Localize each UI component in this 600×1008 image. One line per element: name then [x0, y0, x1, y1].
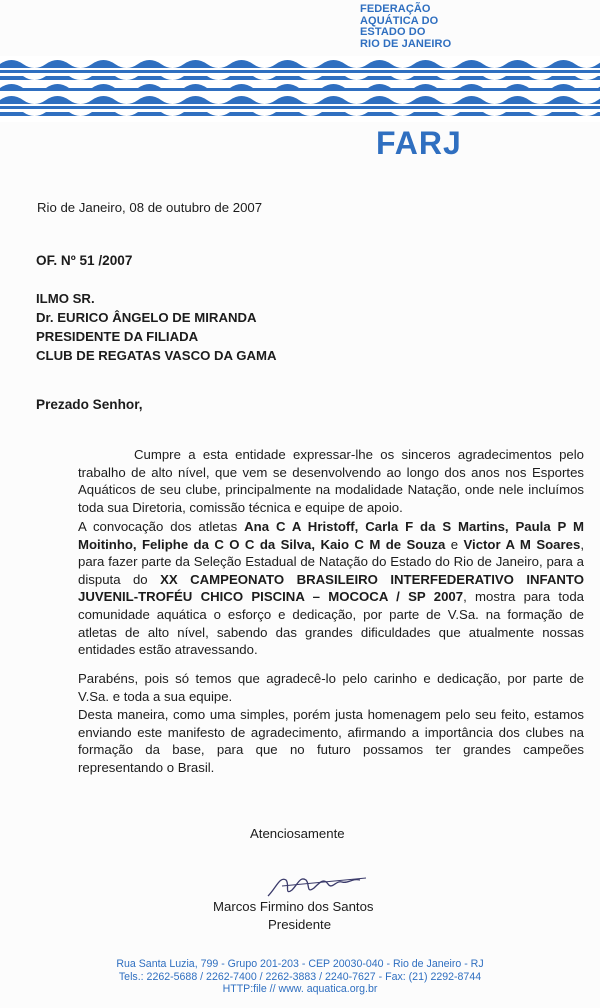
- body-paragraph-3: [78, 670, 584, 705]
- addressee-name: Dr. EURICO ÂNGELO DE MIRANDA: [36, 310, 257, 325]
- federation-name-line-3: ESTADO DO: [360, 26, 426, 38]
- p2-end: , mostra para toda comunidade aquática o esforço e dedicação, por parte de V.Sa. na formação de atletas de alto nível, sabendo das grandes dificuldades que atualmente nossas entidades estão atravessando.: [78, 589, 584, 658]
- addressee-club: CLUB DE REGATAS VASCO DA GAMA: [36, 348, 277, 363]
- body-paragraph-1: [78, 446, 584, 516]
- body-paragraph-1-text: Cumpre a esta entidade expressar-lhe os sinceros agradecimentos pelo trabalho de alto nível, que vem se desenvolvendo ao longo dos anos nos Esportes Aquáticos de seu clube, principalmente na modalidade Natação, onde nele incluímos toda sua Diretoria, comissão técnica e equipe de apoio.: [78, 447, 584, 515]
- federation-name: [360, 4, 560, 50]
- office-number: OF. Nº 51 /2007: [36, 253, 133, 268]
- footer-web: HTTP:file // www. aquatica.org.br: [222, 983, 378, 996]
- body-paragraph-4-text: Desta maneira, como uma simples, porém justa homenagem pelo seu feito, estamos enviando este manifesto de agradecimento, afirmando a importância dos clubes na formação da base, para que no futuro possamos ter grandes campeões representando o Brasil.: [78, 707, 584, 775]
- addressee-block: [36, 289, 277, 365]
- date-line: Rio de Janeiro, 08 de outubro de 2007: [37, 200, 263, 215]
- wave-logo-band: [0, 56, 600, 122]
- p2-intro: A convocação dos atletas: [78, 519, 245, 534]
- footer-phones: Tels.: 2262-5688 / 2262-7400 / 2262-3883 / 2240-7627 - Fax: (21) 2292-8744: [118, 970, 482, 983]
- federation-name-line-2: AQUÁTICA DO: [360, 14, 439, 27]
- athlete-last: Victor A M Soares: [463, 536, 581, 552]
- farj-acronym: FARJ: [376, 125, 462, 161]
- p2-and: e: [445, 536, 464, 552]
- p2-middle: , para fazer parte da Seleção Estadual de Natação do Estado do Rio de Janeiro, para a disputa do: [78, 536, 584, 587]
- body-paragraph-4: [78, 706, 584, 776]
- addressee-role: PRESIDENTE DA FILIADA: [36, 329, 199, 344]
- body-paragraph-2: [78, 518, 584, 659]
- body-paragraph-3-text: Parabéns, pois só temos que agradecê-lo pelo carinho e dedicação, por parte de V.Sa. e toda a sua equipe.: [78, 671, 584, 704]
- signer-title: Presidente: [268, 917, 332, 932]
- athletes-list: Ana C A Hristoff, Carla F da S Martins, Paula P M Moitinho, Feliphe da C O C da Silva, Kaio C M de Souza: [78, 519, 584, 552]
- signer-name: Marcos Firmino dos Santos: [213, 899, 374, 914]
- federation-name-line-1: FEDERAÇÃO: [360, 3, 431, 15]
- salutation: Prezado Senhor,: [36, 397, 143, 412]
- federation-name-line-4: RIO DE JANEIRO: [360, 37, 452, 50]
- letterhead-footer: [0, 958, 600, 996]
- footer-address: Rua Santa Luzia, 799 - Grupo 201-203 - CEP 20030-040 - Rio de Janeiro - RJ: [116, 958, 484, 970]
- event-name: XX CAMPEONATO BRASILEIRO INTERFEDERATIVO INFANTO JUVENIL-TROFÉU CHICO PISCINA – MOCOCA / SP 2007: [78, 571, 584, 605]
- addressee-line-1: ILMO SR.: [36, 291, 95, 306]
- closing: Atenciosamente: [250, 826, 345, 841]
